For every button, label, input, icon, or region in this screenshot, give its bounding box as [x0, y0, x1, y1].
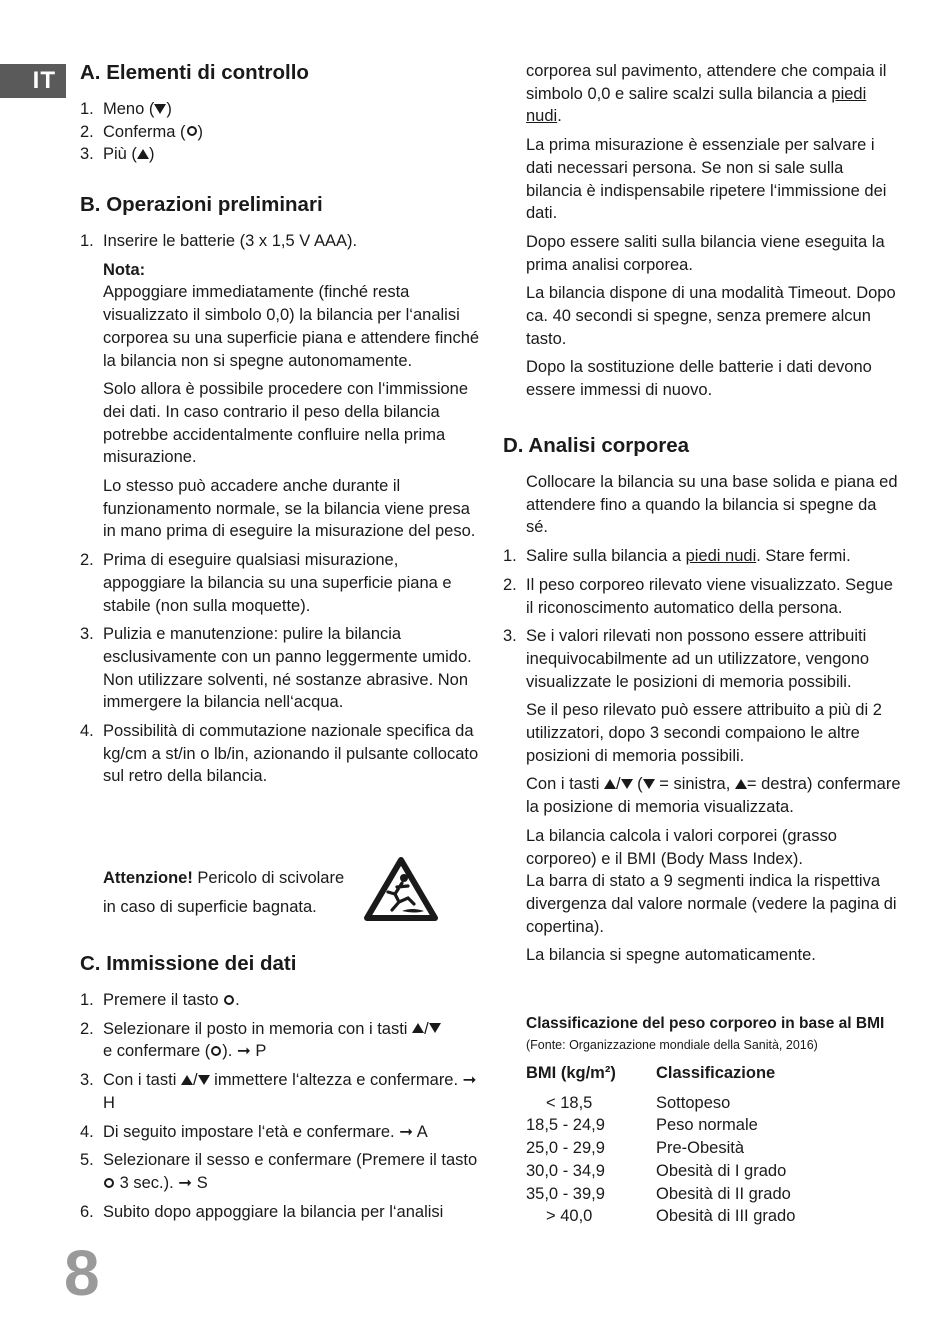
list-item: 1. Inserire le batterie (3 x 1,5 V AAA).: [80, 232, 358, 250]
list-item: 1. Meno ( ): [80, 100, 172, 118]
note-label: Nota:: [103, 260, 146, 279]
section-d-title: D. Analisi corporea: [503, 434, 690, 457]
arrow-right-icon: ➞: [462, 1071, 477, 1090]
list-item: 4. Possibilità di commutazione nazionale specifica da kg/cm a st/in o lb/in, azionando il pulsante collocato sul retro della bilancia.: [80, 722, 479, 786]
language-tab: IT: [0, 64, 66, 98]
controls-list: [80, 98, 480, 166]
page-number: 8: [64, 1237, 100, 1309]
circle-icon: [224, 995, 234, 1005]
table-row: 30,0 - 34,9 Obesità di I grado: [526, 1161, 787, 1180]
warning-block: Attenzione! Pericolo di scivolare in caso di superficie bagnata.: [103, 869, 345, 916]
table-row: 18,5 - 24,9 Peso normale: [526, 1116, 758, 1135]
section-c-title: C. Immissione dei dati: [80, 952, 297, 975]
column-header: Classificazione: [656, 1063, 776, 1082]
bmi-source: (Fonte: Organizzazione mondiale della Sanità, 2016): [526, 1037, 818, 1052]
column-header: BMI (kg/m²): [526, 1063, 616, 1082]
data-entry-list: [80, 989, 480, 1223]
note-paragraph: Lo stesso può accadere anche durante il funzionamento normale, se la bilancia viene presa in mano prima di eseguire la misurazione del peso.: [103, 477, 476, 541]
barefoot-emphasis: piedi nudi: [526, 84, 867, 126]
arrow-right-icon: ➞: [399, 1122, 414, 1141]
list-item: 2. Prima di eseguire qualsiasi misurazione, appoggiare la bilancia su una superficie piana e stabile (non sulla moquette).: [80, 551, 452, 615]
bmi-table-block: [503, 1013, 903, 1228]
triangle-down-icon: [154, 104, 166, 114]
triangle-up-icon: [412, 1023, 424, 1033]
list-item: 2. Selezionare il posto in memoria con i tasti / e confermare ( ). ➞ P: [80, 1018, 480, 1063]
triangle-down-icon: [198, 1075, 210, 1085]
circle-icon: [187, 126, 197, 136]
list-item: 5. Selezionare il sesso e confermare (Premere il tasto 3 sec.). ➞ S: [80, 1149, 480, 1194]
arrow-right-icon: ➞: [178, 1173, 193, 1192]
bmi-caption: Classificazione del peso corporeo in base al BMI: [526, 1015, 885, 1032]
triangle-up-icon: [735, 779, 747, 789]
triangle-down-icon: [643, 779, 655, 789]
triangle-down-icon: [621, 779, 633, 789]
list-item: 4. Di seguito impostare l‘età e confermare. ➞ A: [80, 1121, 480, 1144]
list-item: 3. Più ( ): [80, 145, 155, 164]
triangle-up-icon: [137, 149, 149, 159]
preliminary-list: [80, 230, 480, 788]
section-a-title: A. Elementi di controllo: [80, 61, 309, 84]
triangle-down-icon: [429, 1023, 441, 1033]
triangle-up-icon: [604, 779, 616, 789]
table-row: 35,0 - 39,9 Obesità di II grado: [526, 1184, 791, 1203]
table-row: < 18,5 Sottopeso: [546, 1093, 731, 1112]
triangle-up-icon: [181, 1075, 193, 1085]
list-item: 3. Pulizia e manutenzione: pulire la bilancia esclusivamente con un panno leggermente umido. Non utilizzare solventi, né sostanze abrasive. Non immergere la bilancia nell‘acqua.: [80, 625, 472, 712]
bmi-table: [526, 1062, 795, 1228]
circle-icon: [104, 1178, 114, 1188]
list-item: 6. Subito dopo appoggiare la bilancia per l‘analisi: [80, 1202, 444, 1221]
list-item: 3. Se i valori rilevati non possono essere attribuiti inequivocabilmente ad un utilizzatore, vengono visualizzate le posizioni di memoria possibili.: [503, 627, 870, 691]
list-item: 1. Salire sulla bilancia a piedi nudi. Stare fermi.: [503, 547, 851, 566]
note-paragraph: Appoggiare immediatamente (finché resta visualizzato il simbolo 0,0) la bilancia per l‘analisi corporea su una superficie piana e attendere finché la bilancia non si spegne autonomamente.: [103, 283, 480, 370]
list-item: 2. Il peso corporeo rilevato viene visualizzato. Segue il riconoscimento automatico della persona.: [503, 575, 893, 617]
list-item: 3. Con i tasti / immettere l‘altezza e confermare. ➞ H: [80, 1071, 477, 1112]
body-analysis-list: Collocare la bilancia su una base solida e piana ed attendere fino a quando la bilancia si spegne da sé. 1. Salire sulla bilancia a piedi nudi. Stare fermi. 2. Il peso corporeo rilevato viene visualizzato. Segue il riconoscimento automatico della persona. 3. Se i valori rilevati non possono essere attribuiti inequivocabilmente ad un utilizzatore, vengono visualizzate le posizioni di memoria possibili. Se il peso rilevato può essere attribuito a più di 2 utilizzatori, dopo 3 secondi compaiono le altre posizioni di memoria possibili. Con i tasti / ( = sinistra, = destra) confermare la posizione di memoria visualizzata. La bilancia calcola i valori corporei (grasso corporeo) e il BMI (Body Mass Index). La barra di stato a 9 segmenti indica la rispettiva divergenza dal valore normale (vedere la pagina di copertina). La bilancia si spegne automaticamente.: [503, 471, 903, 967]
data-entry-continued: corporea sul pavimento, attendere che compaia il simbolo 0,0 e salire scalzi sulla bilancia a piedi nudi. La prima misurazione è essenziale per salvare i dati necessari persona. Se non si sale sulla bilancia è indispensabile ripetere l‘immissione dei dati. Dopo essere saliti sulla bilancia viene eseguita la prima analisi corporea. La bilancia dispone di una modalità Timeout. Dopo ca. 40 secondi si spegne, senza premere alcun tasto. Dopo la sostituzione delle batterie i dati devono essere immessi di nuovo.: [526, 62, 896, 400]
list-item: 2. Conferma ( ): [80, 122, 204, 141]
table-row: 25,0 - 29,9 Pre-Obesità: [526, 1139, 745, 1158]
arrow-right-icon: ➞: [236, 1042, 251, 1061]
section-b-title: B. Operazioni preliminari: [80, 193, 323, 216]
warning-label: Attenzione!: [103, 869, 193, 887]
list-item: 1. Premere il tasto .: [80, 991, 240, 1009]
note-paragraph: Solo allora è possibile procedere con l‘immissione dei dati. In caso contrario il peso della bilancia potrebbe accidentalmente confluire nella prima misurazione.: [103, 380, 469, 467]
circle-icon: [211, 1046, 221, 1056]
slippery-floor-warning-icon: [364, 856, 438, 922]
table-header-row: [526, 1062, 795, 1092]
table-row: > 40,0 Obesità di III grado: [546, 1207, 796, 1226]
